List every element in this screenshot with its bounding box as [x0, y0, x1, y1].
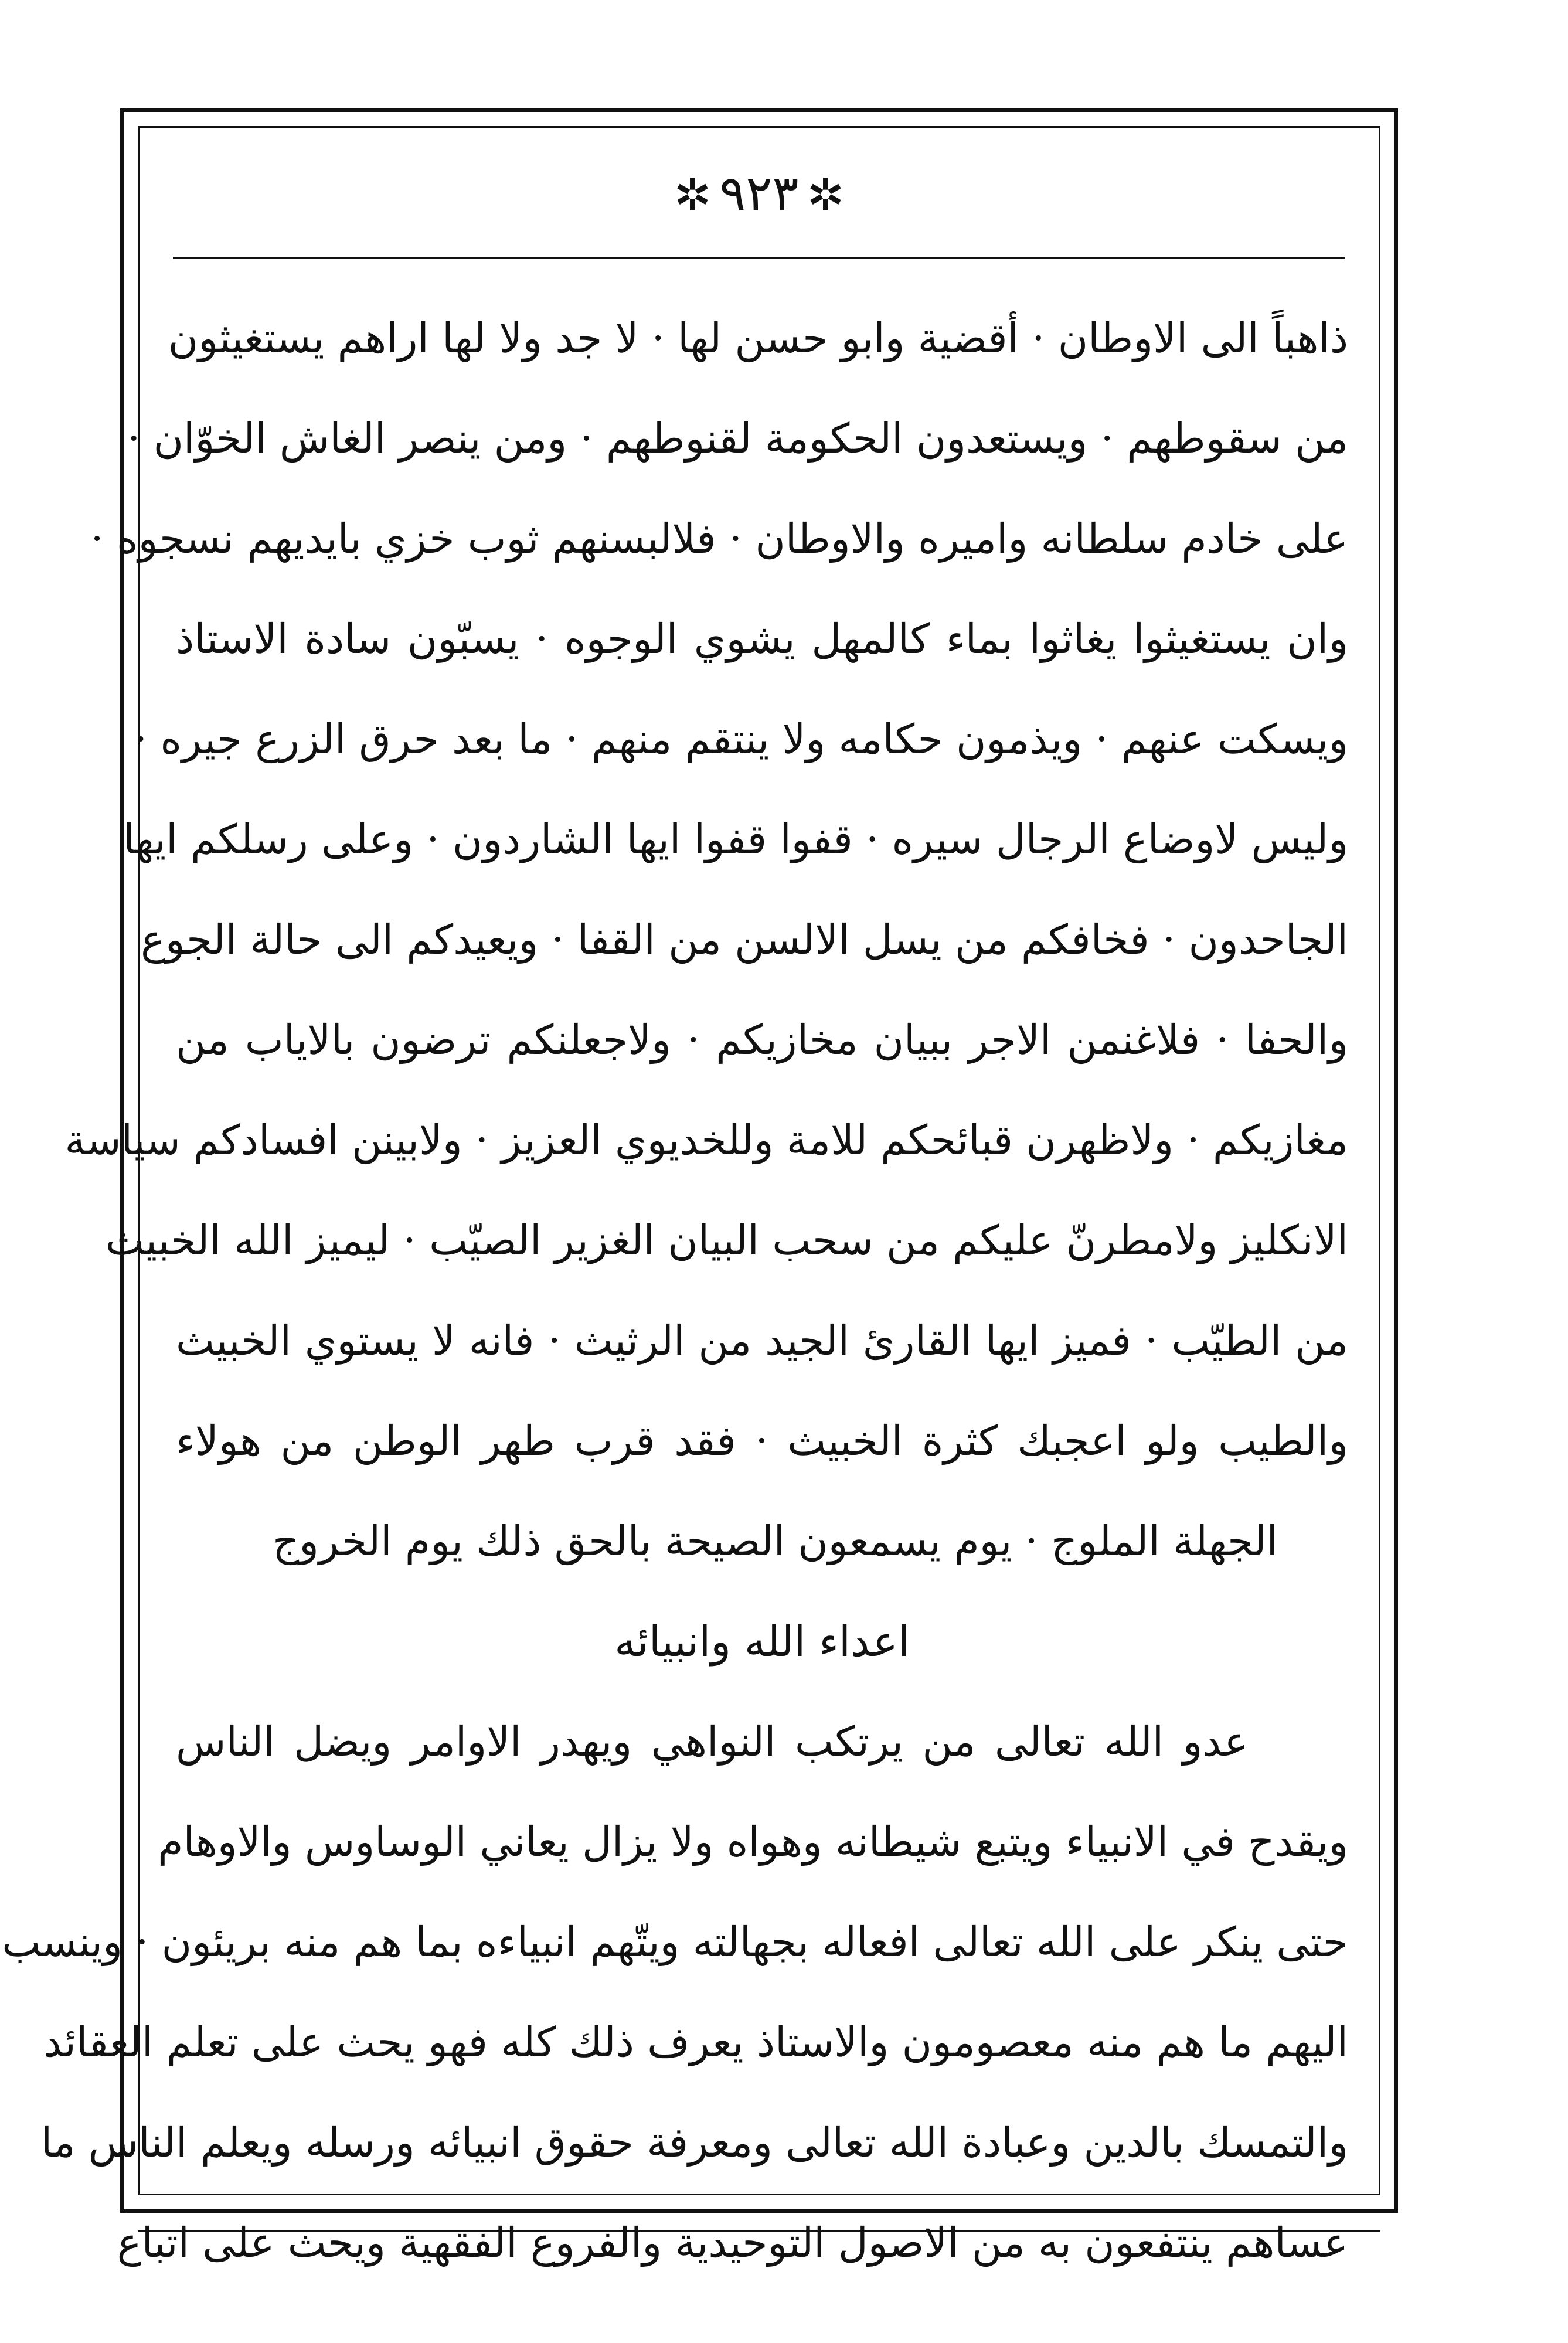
text-line: الجهلة الملوج · يوم يسمعون الصيحة بالحق ذلك يوم الخروج [273, 1517, 1278, 1565]
text-line: من الطيّب · فميز ايها القارئ الجيد من الرثيث · فانه لا يستوي الخبيث [176, 1317, 1348, 1365]
text-line: الانكليز ولامطرنّ عليكم من سحب البيان الغزير الصيّب · ليميز الله الخبيث [105, 1216, 1348, 1264]
text-line: والطيب ولو اعجبك كثرة الخبيث · فقد قرب طهر الوطن من هولاء [176, 1417, 1348, 1465]
page-header [138, 161, 1380, 227]
text-line: حتى ينكر على الله تعالى افعاله بجهالته ويتّهم انبياءه بما هم منه بريئون · وينسب [2, 1918, 1348, 1966]
section-heading: اعداء الله وانبيائه [614, 1617, 910, 1666]
header-rule [173, 257, 1345, 259]
text-line: عدو الله تعالى من يرتكب النواهي ويهدر الاوامر ويضل الناس [176, 1718, 1249, 1766]
text-line: ذاهباً الى الاوطان · أقضية وابو حسن لها · لا جد ولا لها اراهم يستغيثون [168, 314, 1348, 362]
text-line: والحفا · فلاغنمن الاجر ببيان مخازيكم · ولاجعلنكم ترضون بالاياب من [176, 1016, 1348, 1064]
text-line: ويسكت عنهم · ويذمون حكامه ولا ينتقم منهم · ما بعد حرق الزرع جيره · [134, 715, 1348, 763]
text-line: الجاحدون · فخافكم من يسل الالسن من القفا · ويعيدكم الى حالة الجوع [141, 916, 1348, 964]
text-line: على خادم سلطانه واميره والاوطان · فلالبسنهم ثوب خزي بايديهم نسجوه · [90, 515, 1348, 563]
text-line: وان يستغيثوا يغاثوا بماء كالمهل يشوي الوجوه · يسبّون سادة الاستاذ [176, 615, 1348, 663]
text-line: اليهم ما هم منه معصومون والاستاذ يعرف ذلك كله فهو يحث على تعلم العقائد [43, 2018, 1348, 2066]
text-line: عساهم ينتفعون به من الاصول التوحيدية والفروع الفقهية ويحث على اتباع [117, 2219, 1348, 2267]
text-line: والتمسك بالدين وعبادة الله تعالى ومعرفة حقوق انبيائه ورسله ويعلم الناس ما [40, 2118, 1348, 2167]
body-text [2, 288, 1348, 2293]
page-number: ٩٢٣ [719, 165, 799, 222]
text-line: وليس لاوضاع الرجال سيره · قفوا قفوا ايها الشاردون · وعلى رسلكم ايها [123, 815, 1348, 863]
text-line: مغازيكم · ولاظهرن قبائحكم للامة وللخديوي العزيز · ولابينن افسادكم سياسة [64, 1116, 1348, 1164]
text-line: من سقوطهم · ويستعدون الحكومة لقنوطهم · ومن ينصر الغاش الخوّان · [127, 414, 1348, 463]
ornament-icon: ✲ [807, 169, 845, 221]
ornament-icon: ✲ [674, 169, 712, 221]
text-line: ويقدح في الانبياء ويتبع شيطانه وهواه ولا يزال يعاني الوساوس والاوهام [158, 1818, 1348, 1866]
